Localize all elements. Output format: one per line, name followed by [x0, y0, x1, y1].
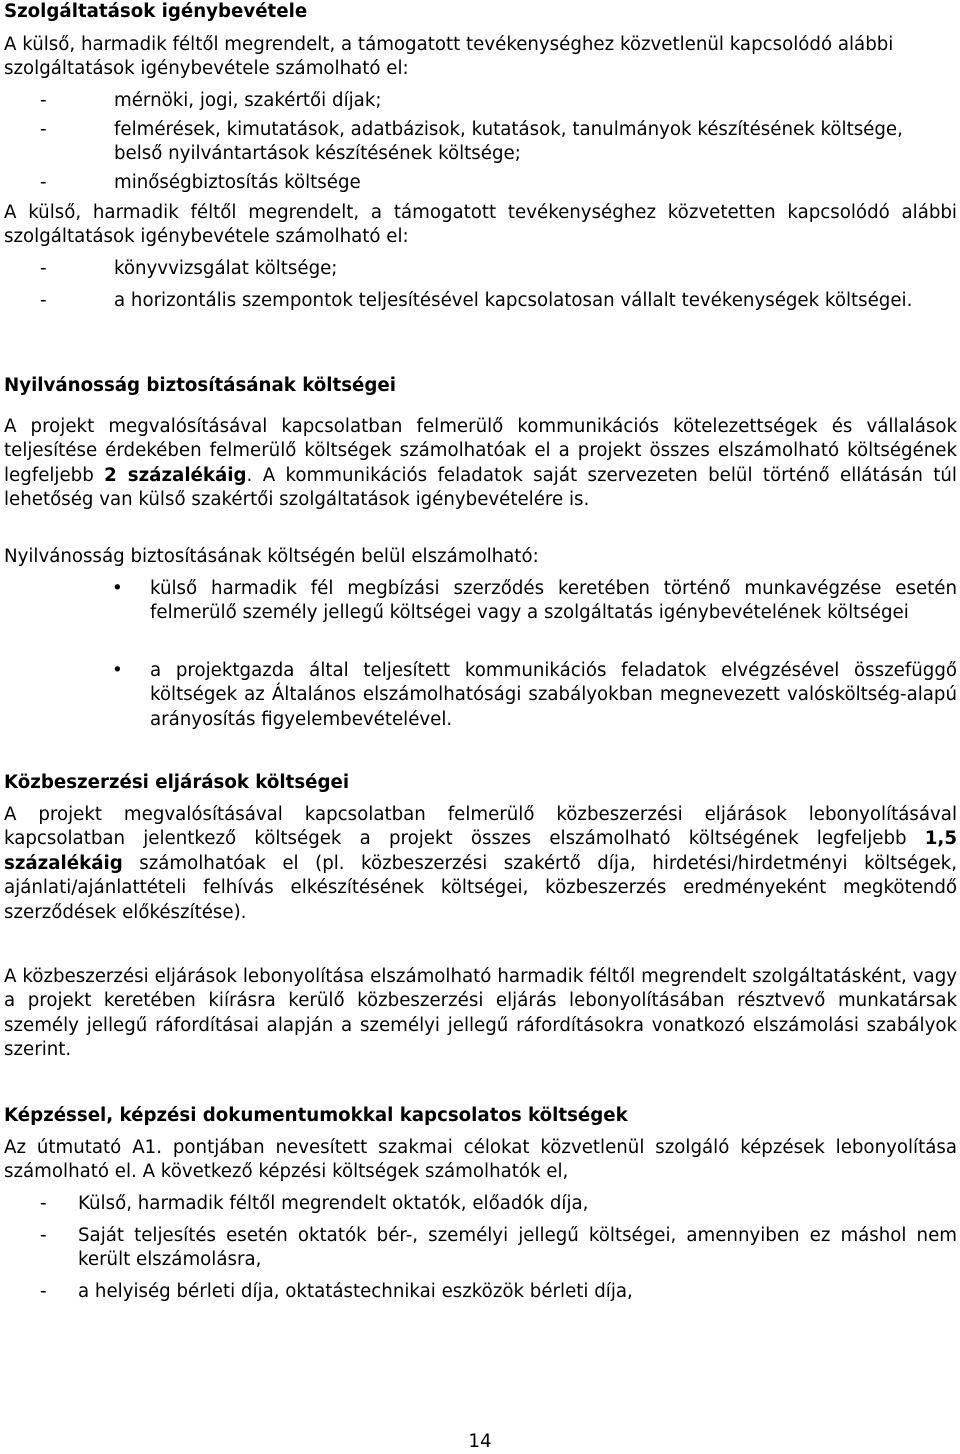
procurement-paragraph: A projekt megvalósításával kapcsolatban felmerülő közbeszerzési eljárások lebonyolításával kapcsolatban jelentkező költségek a projekt összes elszámolható költségének legfeljebb 1,5 százalékáig számolhatóak el (pl. közbeszerzési szakértő díja, hirdetési/hirdetményi költségek, ajánlati/ajánlattételi felhívás elkészítésének költségei, közbeszerzés eredményeként megkötendő szerződések előkészítése).	[4, 804, 957, 923]
list-item: - Külső, harmadik féltől megrendelt oktatók, előadók díja,	[4, 1192, 957, 1224]
training-list	[4, 1192, 957, 1304]
bullet-marker: •	[112, 660, 123, 681]
procurement-paragraph-2: A közbeszerzési eljárások lebonyolítása elszámolható harmadik féltől megrendelt szolgáltatásként, vagy a projekt keretében kiírásra kerülő közbeszerzési eljárás lebonyolításában résztvevő munkatársak személy jellegű ráfordításai alapján a személyi jellegű ráfordításokra vonatkozó elszámolási szabályok szerint.	[4, 966, 957, 1061]
list-item: - a horizontális szempontok teljesítésével kapcsolatosan vállalt tevékenységek költségei.	[4, 289, 957, 313]
list-item: - a helyiség bérleti díja, oktatástechnikai eszközök bérleti díja,	[4, 1280, 957, 1304]
publicity-subheading: Nyilvánosság biztosításának költségén belül elszámolható:	[4, 546, 539, 567]
services-intro: A külső, harmadik féltől megrendelt, a támogatott tevékenységhez közvetlenül kapcsolódó alábbi szolgáltatások igénybevétele számolható el:	[4, 34, 894, 80]
list-item: - felmérések, kimutatások, adatbázisok, kutatások, tanulmányok készítésének költsége, belső nyilvántartások készítésének költsége;	[40, 119, 903, 165]
publicity-bullets	[4, 577, 957, 732]
dash-marker: -	[40, 258, 47, 279]
list-item: - könyvvizsgálat költsége;	[4, 257, 957, 289]
section-title-training: Képzéssel, képzési dokumentumokkal kapcsolatos költségek	[4, 1105, 628, 1126]
dash-marker: -	[40, 1193, 47, 1214]
list-item: • külső harmadik fél megbízási szerződés keretében történő munkavégzése esetén felmerülő személy jellegű költségei vagy a szolgáltatás igénybevételének költségei	[112, 578, 957, 624]
dash-marker: -	[40, 290, 47, 311]
section-title-publicity: Nyilvánosság biztosításának költségei	[4, 375, 396, 396]
dash-marker: -	[40, 90, 47, 111]
section-title-procurement: Közbeszerzési eljárások költségei	[4, 772, 350, 793]
dash-marker: -	[40, 172, 47, 193]
section-title-services: Szolgáltatások igénybevétele	[4, 1, 308, 22]
training-paragraph: Az útmutató A1. pontjában nevesített szakmai célokat közvetlenül szolgáló képzések lebonyolítása számolható el. A következő képzési költségek számolhatók el,	[4, 1137, 957, 1183]
list-item: • a projektgazda által teljesített kommunikációs feladatok elvégzésével összefüggő költségek az Általános elszámolhatósági szabályokban megnevezett valósköltség-alapú arányosítás figyelembevételével.	[112, 660, 957, 730]
list-item: - Saját teljesítés esetén oktatók bér-, személyi jellegű költségei, amennyiben ez máshol nem került elszámolásra,	[40, 1225, 957, 1271]
services-list	[4, 89, 957, 195]
list-item: - mérnöki, jogi, szakértői díjak;	[4, 89, 957, 118]
bullet-marker: •	[112, 578, 123, 599]
services-list-indirect	[4, 257, 957, 313]
list-item: - minőségbiztosítás költsége	[4, 171, 957, 195]
page-number: 14	[468, 1431, 492, 1452]
services-intro-indirect: A külső, harmadik féltől megrendelt, a támogatott tevékenységhez közvetetten kapcsolódó alábbi szolgáltatások igénybevétele számolható el:	[4, 202, 957, 248]
dash-marker: -	[40, 1281, 47, 1302]
dash-marker: -	[40, 119, 47, 140]
dash-marker: -	[40, 1225, 47, 1246]
publicity-paragraph: A projekt megvalósításával kapcsolatban felmerülő kommunikációs kötelezettségek és vállalások teljesítése érdekében felmerülő költségek számolhatóak el a projekt összes elszámolható költségének legfeljebb 2 százalékáig. A kommunikációs feladatok saját szervezeten belül történő ellátásán túl lehetőség van külső szakértői szolgáltatások igénybevételére is.	[4, 416, 957, 511]
